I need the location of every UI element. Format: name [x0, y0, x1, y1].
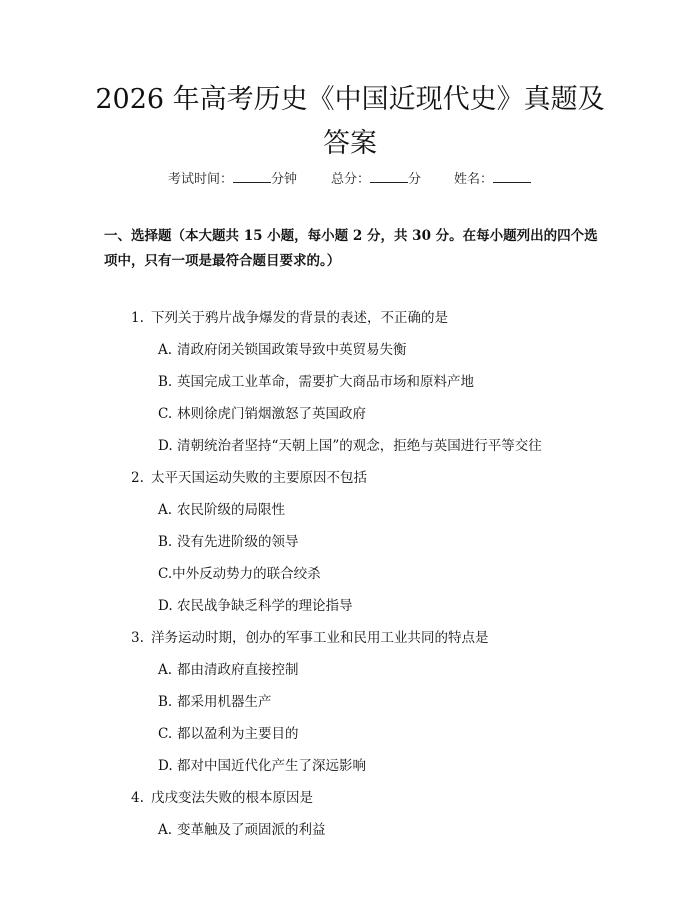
question-number: 1.	[131, 310, 144, 326]
option-text: 没有先进阶级的领导	[177, 534, 299, 550]
option-letter: D.	[158, 598, 173, 614]
total-score-unit: 分	[408, 172, 422, 187]
document-title: 2026 年高考历史《中国近现代史》真题及答案	[95, 84, 605, 159]
question-4-option-a	[158, 821, 326, 839]
question-3-option-a	[158, 661, 299, 679]
option-letter: A.	[158, 662, 173, 678]
question-4	[131, 789, 313, 807]
question-stem: 洋务运动时期，创办的军事工业和民用工业共同的特点是	[151, 630, 489, 646]
question-2-option-c	[158, 565, 321, 583]
option-text: 农民阶级的局限性	[177, 502, 285, 518]
question-3	[131, 629, 489, 647]
option-letter: B.	[158, 534, 173, 550]
question-3-option-c	[158, 725, 299, 743]
section-header: 一、选择题（本大题共 15 小题，每小题 2 分，共 30 分。在每小题列出的四个选项中，只有一项是最符合题目要求的。）	[104, 228, 598, 269]
option-letter: B.	[158, 374, 173, 390]
question-2-option-d	[158, 597, 353, 615]
total-score-blank	[370, 168, 408, 183]
question-number: 2.	[131, 470, 144, 486]
question-1	[131, 309, 448, 327]
question-3-option-d	[158, 757, 366, 775]
name-blank	[493, 168, 531, 183]
question-stem: 戊戌变法失败的根本原因是	[151, 790, 313, 806]
name-field	[454, 168, 531, 187]
question-1-option-b	[158, 373, 474, 391]
question-2	[131, 469, 367, 487]
option-text: 都由清政府直接控制	[177, 662, 299, 678]
option-text: 清政府闭关锁国政策导致中英贸易失衡	[177, 342, 407, 358]
option-letter: D.	[158, 438, 173, 454]
exam-time-unit: 分钟	[271, 172, 298, 187]
option-text: 清朝统治者坚持“天朝上国”的观念，拒绝与英国进行平等交往	[177, 438, 542, 454]
option-text: 英国完成工业革命，需要扩大商品市场和原料产地	[177, 374, 474, 390]
option-text: 都以盈利为主要目的	[177, 726, 299, 742]
exam-time-label: 考试时间：	[168, 172, 234, 187]
question-1-option-c	[158, 405, 366, 423]
option-letter: C.	[158, 406, 173, 422]
question-1-option-a	[158, 341, 407, 359]
total-score-field	[331, 168, 421, 187]
exam-time-blank	[233, 168, 271, 183]
question-stem: 太平天国运动失败的主要原因不包括	[151, 470, 367, 486]
option-letter: A.	[158, 822, 173, 838]
total-score-label: 总分：	[331, 172, 371, 187]
option-letter: A.	[158, 502, 173, 518]
exam-time-field	[168, 168, 297, 187]
option-text: 中外反动势力的联合绞杀	[172, 566, 321, 582]
question-3-option-b	[158, 693, 272, 711]
option-text: 变革触及了顽固派的利益	[177, 822, 326, 838]
question-stem: 下列关于鸦片战争爆发的背景的表述，不正确的是	[151, 310, 448, 326]
question-number: 4.	[131, 790, 144, 806]
option-letter: C.	[158, 566, 173, 582]
option-letter: D.	[158, 758, 173, 774]
option-letter: A.	[158, 342, 173, 358]
option-text: 都对中国近代化产生了深远影响	[177, 758, 366, 774]
question-1-option-d	[158, 437, 542, 455]
option-letter: C.	[158, 726, 173, 742]
option-text: 农民战争缺乏科学的理论指导	[177, 598, 353, 614]
option-letter: B.	[158, 694, 173, 710]
name-label: 姓名：	[454, 172, 494, 187]
question-2-option-b	[158, 533, 299, 551]
option-text: 林则徐虎门销烟激怒了英国政府	[177, 406, 366, 422]
question-number: 3.	[131, 630, 144, 646]
question-2-option-a	[158, 501, 285, 519]
option-text: 都采用机器生产	[177, 694, 272, 710]
